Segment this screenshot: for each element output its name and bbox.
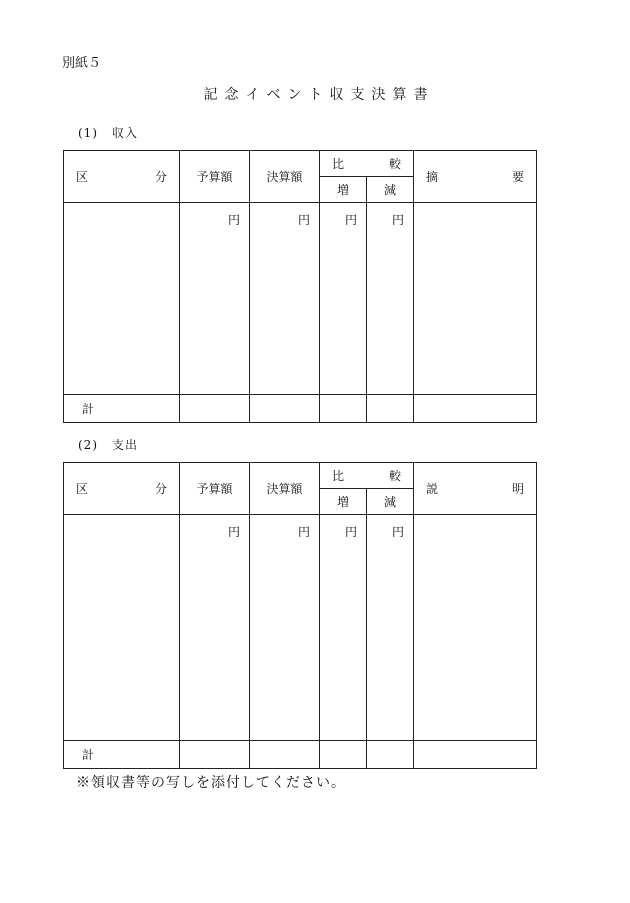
decrease-header: 減 [367, 489, 414, 515]
total-explanation-cell[interactable] [414, 741, 537, 769]
attachment-note: ※領収書等の写しを添付してください。 [76, 775, 346, 791]
increase-cell[interactable] [320, 203, 367, 395]
decrease-cell[interactable] [367, 515, 414, 741]
header-row [64, 151, 537, 177]
budget-cell[interactable] [180, 515, 250, 741]
income-table [63, 150, 537, 423]
category-cell[interactable] [64, 203, 180, 395]
document-title: 記念イベント収支決算書 [203, 87, 435, 103]
actual-cell[interactable] [250, 203, 320, 395]
category-header: 区 分 [64, 151, 180, 203]
budget-cell[interactable] [180, 203, 250, 395]
total-actual-cell[interactable] [250, 395, 320, 423]
total-row [64, 395, 537, 423]
yen-unit: 円 [297, 213, 310, 227]
total-label: 計 [64, 741, 180, 769]
section-name: 収入 [112, 126, 139, 140]
total-budget-cell[interactable] [180, 395, 250, 423]
section-number: (2) [78, 438, 98, 452]
header-row [64, 463, 537, 489]
category-cell[interactable] [64, 515, 180, 741]
remarks-cell[interactable] [414, 203, 537, 395]
section-number: (1) [78, 126, 98, 140]
budget-header: 予算額 [180, 463, 250, 515]
increase-header: 増 [320, 489, 367, 515]
section-name: 支出 [112, 438, 139, 452]
comparison-header: 比 較 [320, 151, 414, 177]
total-label: 計 [64, 395, 180, 423]
actual-header: 決算額 [250, 151, 320, 203]
total-increase-cell[interactable] [320, 395, 367, 423]
category-header: 区 分 [64, 463, 180, 515]
total-decrease-cell[interactable] [367, 741, 414, 769]
total-budget-cell[interactable] [180, 741, 250, 769]
actual-header: 決算額 [250, 463, 320, 515]
total-decrease-cell[interactable] [367, 395, 414, 423]
explanation-header: 説 明 [414, 463, 537, 515]
actual-cell[interactable] [250, 515, 320, 741]
yen-unit: 円 [297, 525, 310, 539]
entry-row [64, 515, 537, 741]
total-increase-cell[interactable] [320, 741, 367, 769]
explanation-cell[interactable] [414, 515, 537, 741]
yen-unit: 円 [391, 213, 404, 227]
decrease-header: 減 [367, 177, 414, 203]
yen-unit: 円 [391, 525, 404, 539]
section-heading-income [78, 124, 138, 141]
expenditure-table [63, 462, 537, 769]
total-remarks-cell[interactable] [414, 395, 537, 423]
comparison-header: 比 較 [320, 463, 414, 489]
entry-row [64, 203, 537, 395]
remarks-header: 摘 要 [414, 151, 537, 203]
annex-label: 別紙５ [62, 56, 102, 71]
yen-unit: 円 [227, 213, 240, 227]
yen-unit: 円 [344, 213, 357, 227]
decrease-cell[interactable] [367, 203, 414, 395]
increase-cell[interactable] [320, 515, 367, 741]
total-actual-cell[interactable] [250, 741, 320, 769]
yen-unit: 円 [344, 525, 357, 539]
increase-header: 増 [320, 177, 367, 203]
section-heading-expenditure [78, 436, 138, 453]
yen-unit: 円 [227, 525, 240, 539]
budget-header: 予算額 [180, 151, 250, 203]
total-row [64, 741, 537, 769]
